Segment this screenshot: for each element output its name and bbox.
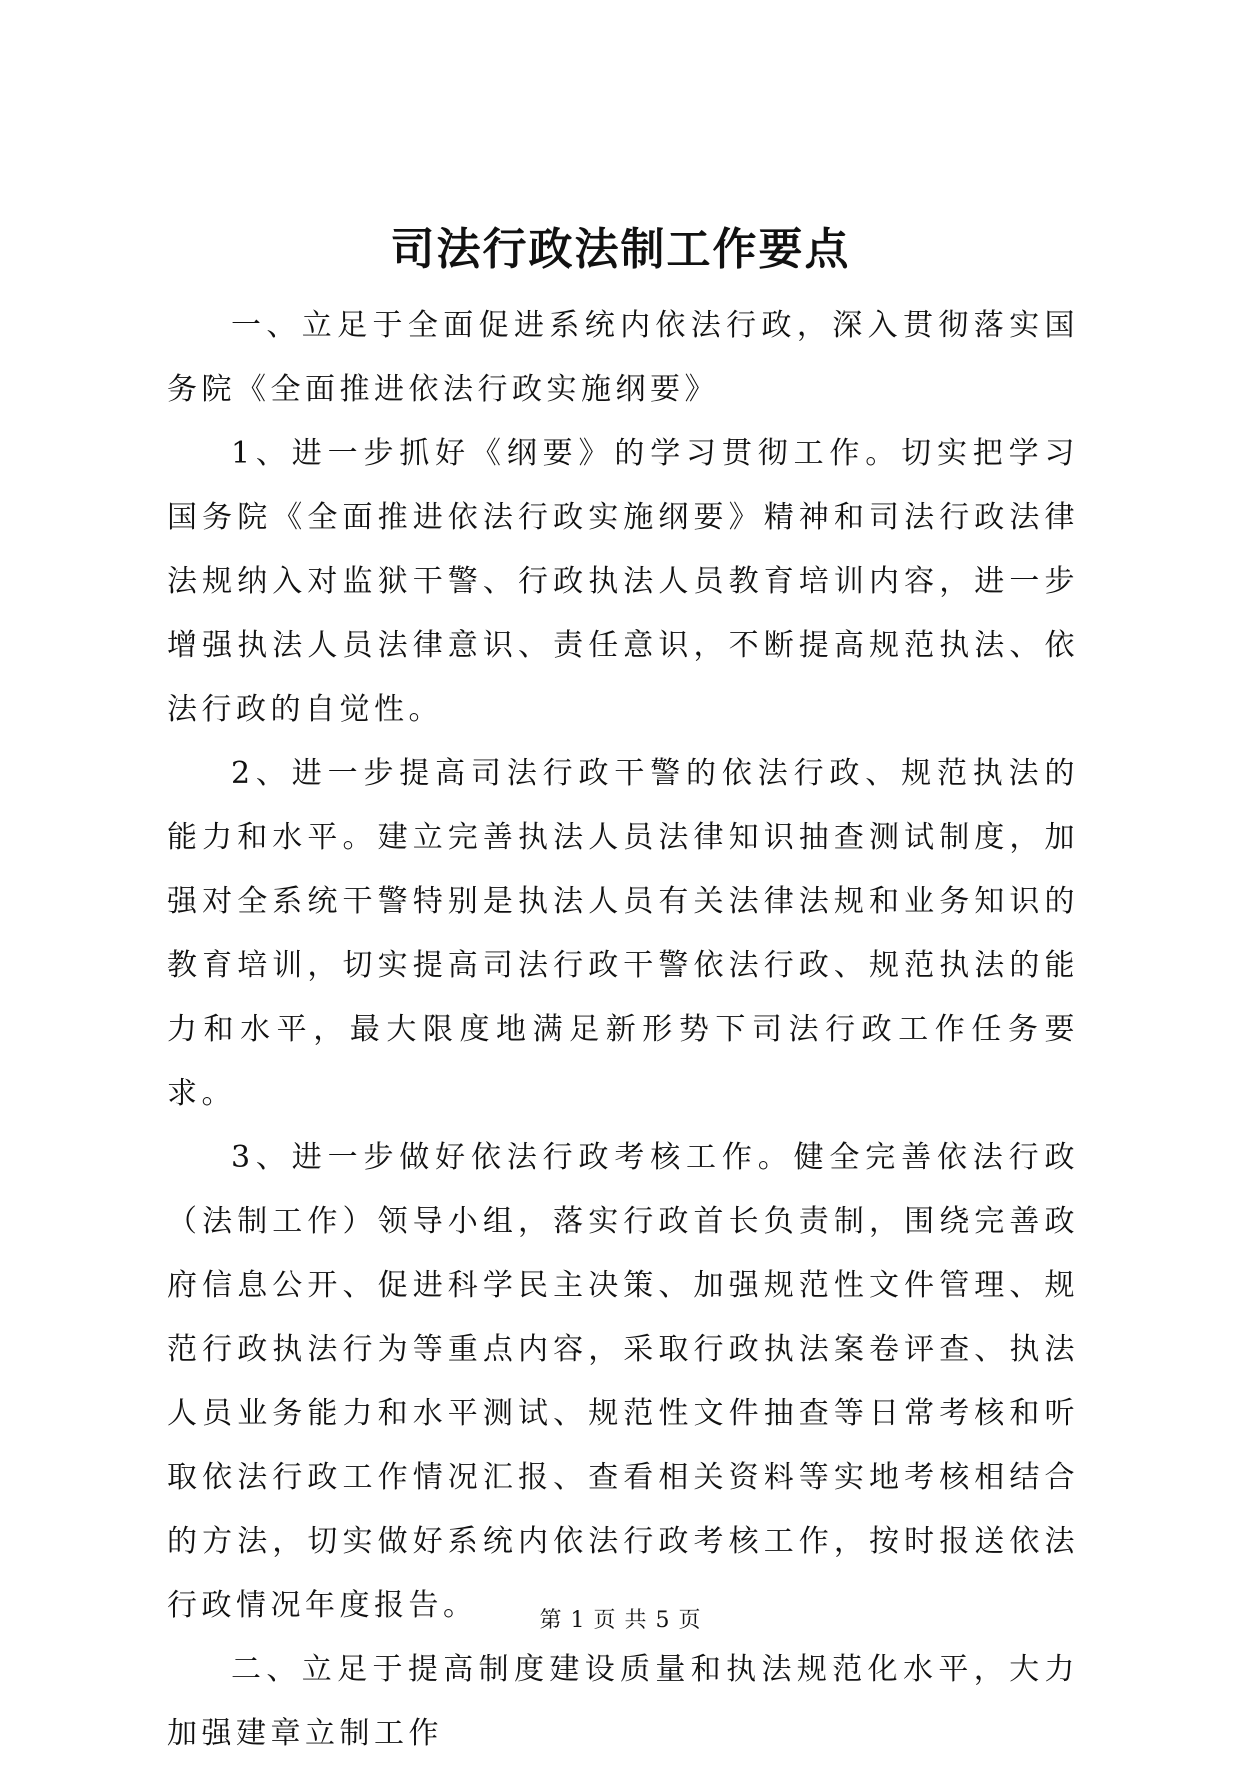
paragraph-section-2-heading: 二、立足于提高制度建设质量和执法规范化水平，大力加强建章立制工作 <box>167 1652 1079 1751</box>
paragraph-item-3: 3、进一步做好依法行政考核工作。健全完善依法行政（法制工作）领导小组，落实行政首长负责制，围绕完善政府信息公开、促进科学民主决策、加强规范性文件管理、规范行政执法行为等重点内容，采取行政执法案卷评查、执法人员业务能力和水平测试、规范性文件抽查等日常考核和听取依法行政工作情况汇报、查看相关资料等实地考核相结合的方法，切实做好系统内依法行政考核工作，按时报送依法行政情况年度报告。 <box>167 1140 1079 1623</box>
document-body <box>167 294 1079 1766</box>
paragraph-section-1-heading: 一、立足于全面促进系统内依法行政，深入贯彻落实国务院《全面推进依法行政实施纲要》 <box>167 308 1079 407</box>
page-footer: 第 1 页 共 5 页 <box>539 1608 702 1633</box>
paragraph-item-1: 1、进一步抓好《纲要》的学习贯彻工作。切实把学习国务院《全面推进依法行政实施纲要》精神和司法行政法律法规纳入对监狱干警、行政执法人员教育培训内容，进一步增强执法人员法律意识、责任意识，不断提高规范执法、依法行政的自觉性。 <box>167 436 1079 727</box>
paragraph-item-2: 2、进一步提高司法行政干警的依法行政、规范执法的能力和水平。建立完善执法人员法律知识抽查测试制度，加强对全系统干警特别是执法人员有关法律法规和业务知识的教育培训，切实提高司法行政干警依法行政、规范执法的能力和水平，最大限度地满足新形势下司法行政工作任务要求。 <box>167 756 1079 1111</box>
document-title: 司法行政法制工作要点 <box>390 224 851 275</box>
